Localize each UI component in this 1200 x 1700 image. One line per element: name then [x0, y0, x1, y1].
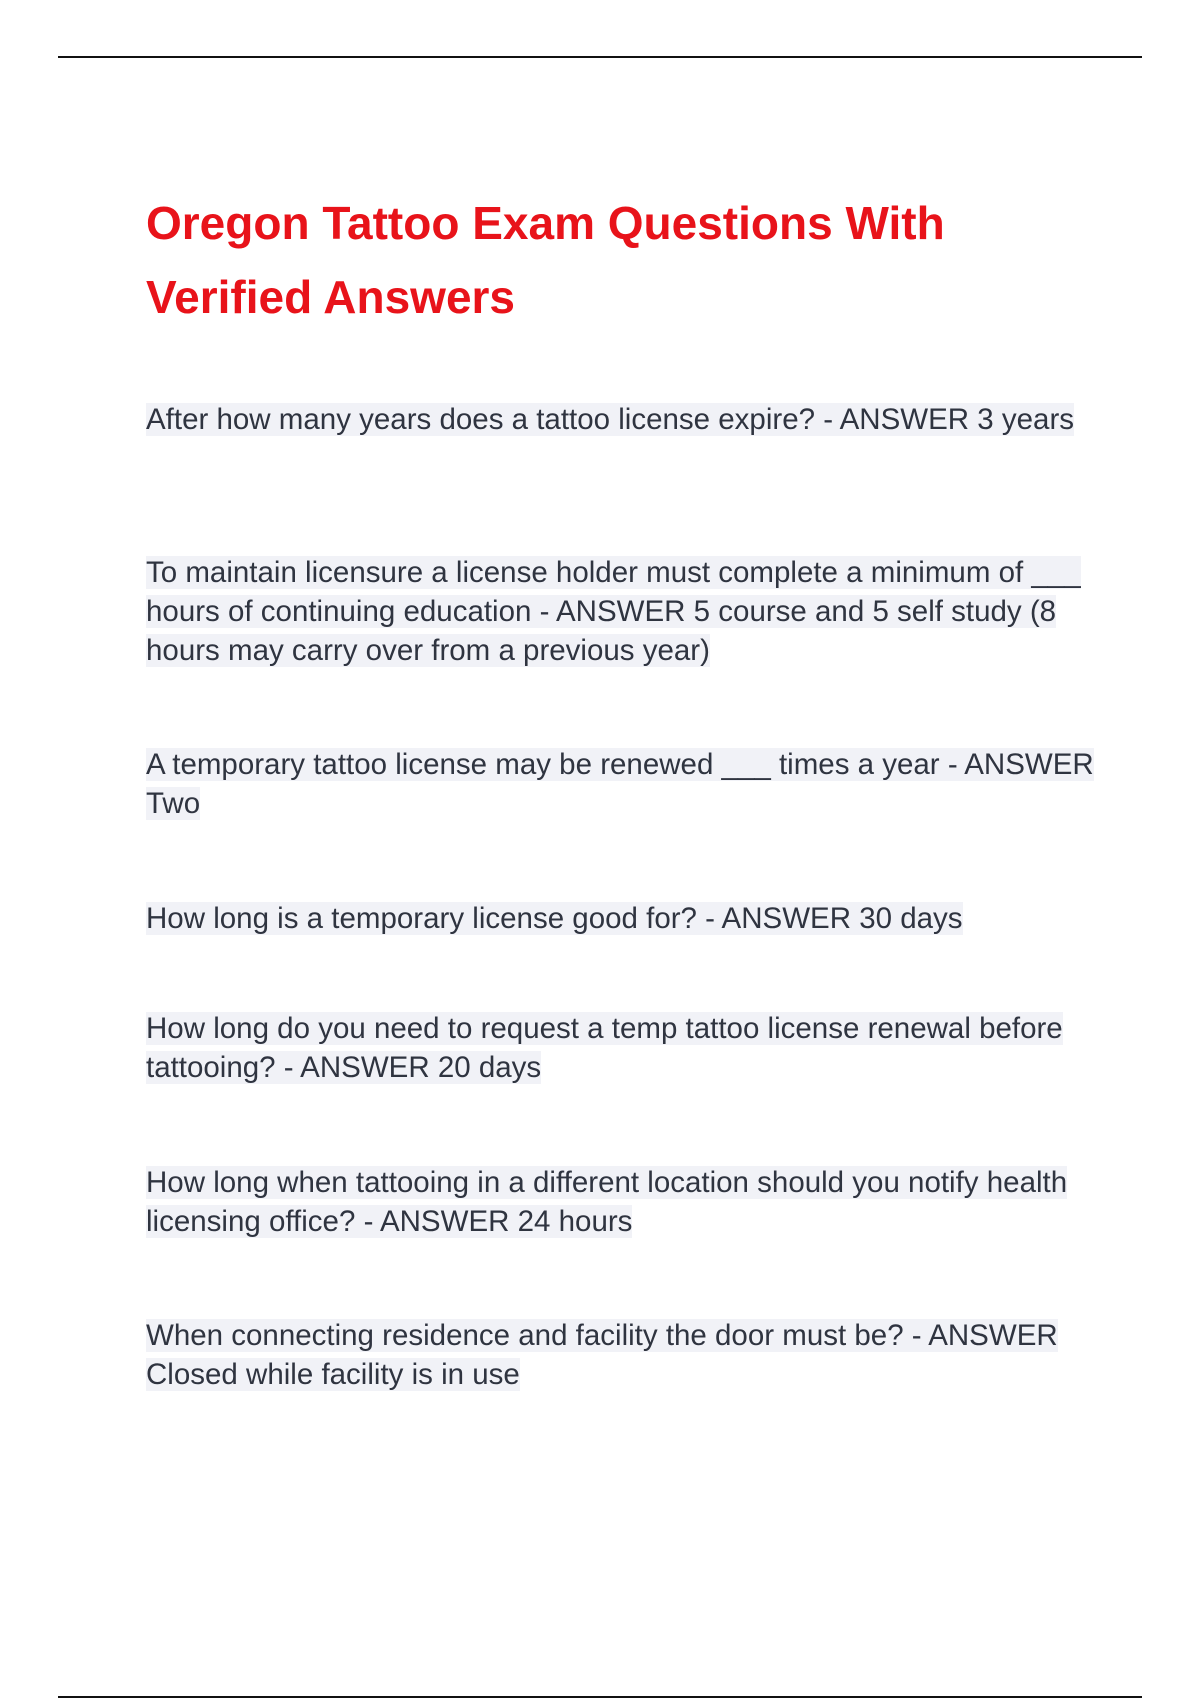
- qa-item-text: A temporary tattoo license may be renewed ___ times a year - ANSWER Two: [146, 748, 1094, 820]
- qa-item-text: How long is a temporary license good for? - ANSWER 30 days: [146, 902, 963, 935]
- qa-item-text: How long do you need to request a temp tattoo license renewal before tattooing? - ANSWER 20 days: [146, 1012, 1063, 1084]
- document-title: Oregon Tattoo Exam Questions With Verified Answers: [146, 197, 945, 323]
- qa-item-6: [146, 1163, 1096, 1241]
- qa-item-3: [146, 745, 1096, 823]
- qa-item-1: [146, 400, 1096, 439]
- footer-rule: [58, 1696, 1142, 1698]
- qa-item-text: To maintain licensure a license holder must complete a minimum of ___ hours of continuing education - ANSWER 5 course and 5 self study (8 hours may carry over from a previous year): [146, 556, 1081, 667]
- qa-item-5: [146, 1009, 1096, 1087]
- qa-item-4: [146, 899, 1096, 938]
- qa-item-text: After how many years does a tattoo license expire? - ANSWER 3 years: [146, 403, 1075, 436]
- qa-item-7: [146, 1316, 1096, 1394]
- qa-item-text: When connecting residence and facility the door must be? - ANSWER Closed while facility is in use: [146, 1319, 1058, 1391]
- qa-item-text: How long when tattooing in a different location should you notify health licensing office? - ANSWER 24 hours: [146, 1166, 1068, 1238]
- header-rule: [58, 56, 1142, 58]
- qa-item-2: [146, 553, 1096, 670]
